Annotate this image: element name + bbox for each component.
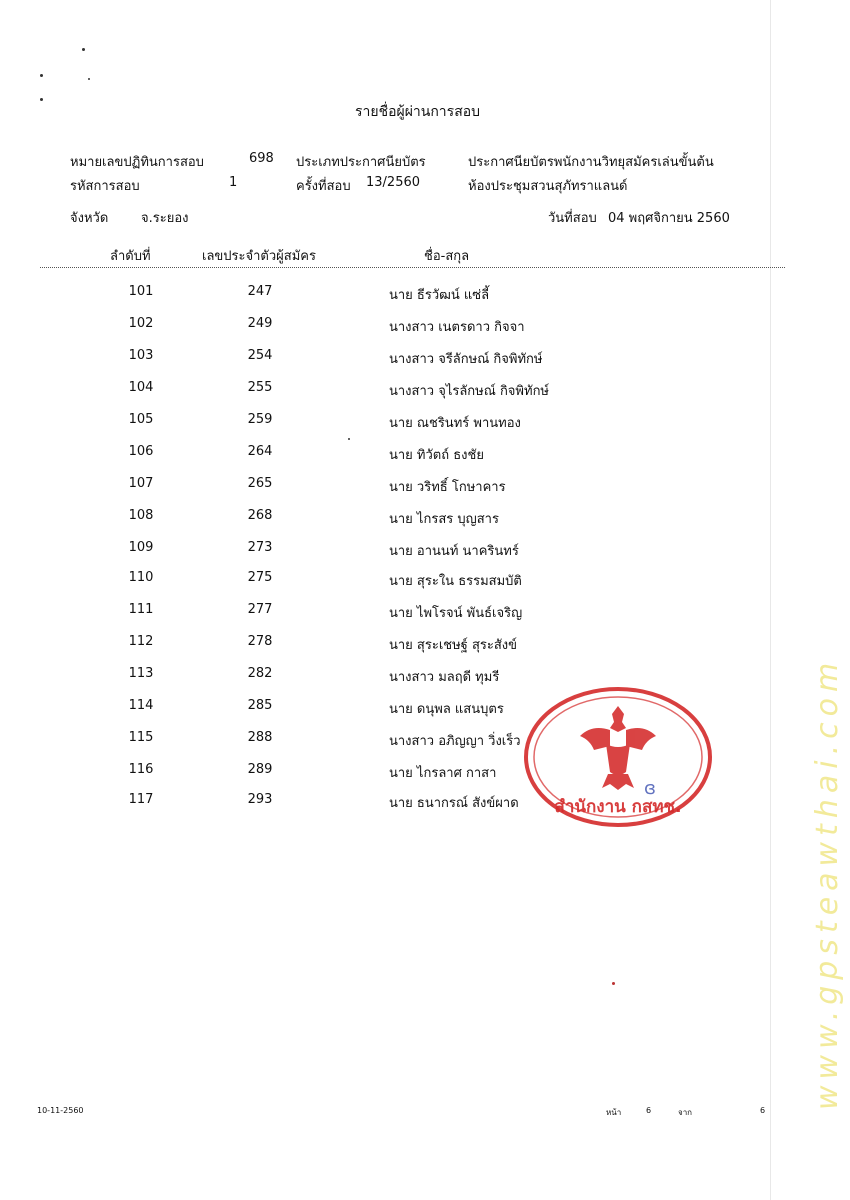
exam-date-label: วันที่สอบ — [548, 211, 597, 226]
row-name: นางสาว มลฤดี ทุมรี — [389, 670, 500, 685]
row-order: 106 — [128, 444, 154, 459]
row-order: 102 — [128, 316, 154, 331]
row-order: 109 — [128, 540, 154, 555]
column-header-name: ชื่อ-สกุล — [424, 249, 470, 264]
row-applicant-id: 289 — [247, 762, 273, 777]
exam-calendar-value: 698 — [249, 151, 274, 166]
scan-speck — [612, 982, 615, 985]
scan-speck — [348, 438, 350, 440]
page-edge-shadow — [770, 0, 771, 1200]
row-order: 116 — [128, 762, 154, 777]
row-name: นาย สุระใน ธรรมสมบัติ — [389, 574, 522, 589]
cert-type-label: ประเภทประกาศนียบัตร — [296, 155, 426, 170]
row-name: นาย ณชรินทร์ พานทอง — [389, 416, 521, 431]
row-name: นาย ธีรวัฒน์ แซ่ลี้ — [389, 288, 490, 303]
seal-text: สำนักงาน กสทช. — [554, 797, 682, 817]
page-title: รายชื่อผู้ผ่านการสอบ — [355, 104, 481, 120]
cert-name: ประกาศนียบัตรพนักงานวิทยุสมัครเล่นขั้นต้น — [468, 155, 714, 170]
of-label: จาก — [678, 1108, 693, 1117]
row-order: 115 — [128, 730, 154, 745]
row-applicant-id: 275 — [247, 570, 273, 585]
row-name: นาย อานนท์ นาครินทร์ — [389, 544, 519, 559]
column-header-applicant-id: เลขประจำตัวผู้สมัคร — [202, 249, 316, 264]
scan-speck — [82, 48, 85, 51]
row-order: 112 — [128, 634, 154, 649]
row-name: นางสาว อภิญญา วิ่งเร็ว — [389, 734, 521, 749]
row-name: นางสาว จุไรลักษณ์ กิจพิทักษ์ — [389, 384, 550, 399]
row-name: นางสาว เนตรดาว กิจจา — [389, 320, 525, 335]
row-order: 110 — [128, 570, 154, 585]
row-applicant-id: 255 — [247, 380, 273, 395]
scan-speck — [40, 98, 43, 101]
row-applicant-id: 265 — [247, 476, 273, 491]
office-seal-stamp — [522, 686, 714, 828]
exam-date-value: 04 พฤศจิกายน 2560 — [608, 211, 730, 226]
row-name: นาย ธนากรณ์ สังข์ผาด — [389, 796, 519, 811]
exam-code-value: 1 — [229, 175, 238, 190]
page-label: หน้า — [606, 1108, 622, 1117]
exam-round-value: 13/2560 — [366, 175, 421, 190]
row-order: 107 — [128, 476, 154, 491]
website-watermark: www.gpsteawthai.com — [810, 656, 845, 1110]
row-name: นาย ไกรสร บุญสาร — [389, 512, 499, 527]
row-applicant-id: 254 — [247, 348, 273, 363]
row-order: 101 — [128, 284, 154, 299]
row-order: 104 — [128, 380, 154, 395]
scan-speck — [40, 74, 43, 77]
row-order: 108 — [128, 508, 154, 523]
row-name: นางสาว จรีลักษณ์ กิจพิทักษ์ — [389, 352, 543, 367]
row-order: 113 — [128, 666, 154, 681]
total-pages: 6 — [760, 1106, 766, 1115]
row-applicant-id: 277 — [247, 602, 273, 617]
venue: ห้องประชุมสวนสุภัทราแลนด์ — [468, 179, 628, 194]
row-applicant-id: 288 — [247, 730, 273, 745]
row-name: นาย วริทธิ์ โกษาคาร — [389, 480, 506, 495]
row-order: 105 — [128, 412, 154, 427]
row-applicant-id: 259 — [247, 412, 273, 427]
signature-scribble: ɞ — [644, 778, 656, 799]
row-name: นาย ดนุพล แสนบุตร — [389, 702, 504, 717]
print-date: 10-11-2560 — [37, 1106, 84, 1115]
row-order: 117 — [128, 792, 154, 807]
row-order: 114 — [128, 698, 154, 713]
row-applicant-id: 264 — [247, 444, 273, 459]
exam-calendar-label: หมายเลขปฏิทินการสอบ — [70, 155, 204, 170]
province-label: จังหวัด — [70, 211, 109, 226]
row-name: นาย ไพโรจน์ พันธ์เจริญ — [389, 606, 523, 621]
row-applicant-id: 293 — [247, 792, 273, 807]
row-name: นาย ทิวัตถ์ ธงชัย — [389, 448, 484, 463]
row-applicant-id: 268 — [247, 508, 273, 523]
row-applicant-id: 273 — [247, 540, 273, 555]
row-name: นาย ไกรลาศ กาสา — [389, 766, 497, 781]
province-value: จ.ระยอง — [141, 211, 189, 226]
header-divider — [40, 267, 785, 268]
row-applicant-id: 247 — [247, 284, 273, 299]
row-applicant-id: 278 — [247, 634, 273, 649]
row-applicant-id: 249 — [247, 316, 273, 331]
exam-code-label: รหัสการสอบ — [70, 179, 140, 194]
row-applicant-id: 282 — [247, 666, 273, 681]
exam-round-label: ครั้งที่สอบ — [296, 179, 351, 194]
row-name: นาย สุระเชษฐ์ สุระสังข์ — [389, 638, 518, 653]
row-applicant-id: 285 — [247, 698, 273, 713]
scan-speck — [88, 78, 90, 80]
page-number: 6 — [646, 1106, 652, 1115]
column-header-order: ลำดับที่ — [110, 249, 151, 264]
row-order: 103 — [128, 348, 154, 363]
row-order: 111 — [128, 602, 154, 617]
